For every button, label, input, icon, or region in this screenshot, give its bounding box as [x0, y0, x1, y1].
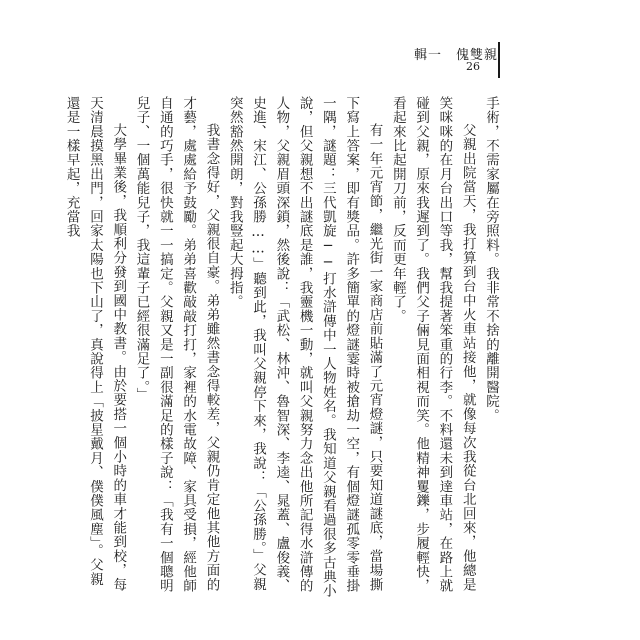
- running-header: 輯一 傀雙親: [414, 48, 499, 63]
- paragraph: 我書念得好，父親很自豪。弟弟雖然書念得較差，父親仍肯定他其他方面的才藝，處處給予鼓勵。弟弟喜歡敲敲打打，家裡的水電故障、家具受損，經他師自通的巧手，很快就一一搞定。父親又是一副很滿足的樣子說：「我有一個聰明兒子、一個萬能兒子，我這輩子已經很滿足了。」: [133, 96, 220, 593]
- paragraph: 大學畢業後，我順利分發到國中教書。由於要搭一個小時的車才能到校，每天清晨摸黑出門，回家太陽也下山了，真說得上「披星戴月、僕僕風塵」。父親還是一樣早起，充當我: [63, 96, 127, 592]
- paragraph: 有一年元宵節，繼光街一家商店前貼滿了元宵燈謎，只要知道謎底，當場撕下寫上答案，即有獎品。許多簡單的燈謎霎時被搶劫一空，有個燈謎孤零零垂掛一隅，謎題：三代凱旋──打水滸傳中一人物姓名。我知道父親看過很多古典小說，但父親想不出謎底是誰，我靈機一動，就叫父親努力念出他所記得水滸傳的人物，父親眉頭深鎖，然後說：「武松、林沖、魯智深、李逵、晁蓋、盧俊義、史進、宋江、公孫勝……」聽到此，我叫父親停下來，我說：「公孫勝。」父親突然豁然開朗，對我豎起大拇指。: [226, 96, 383, 598]
- page-number: 26: [466, 60, 480, 73]
- body-text: [59, 96, 502, 600]
- paragraph: 手術，不需家屬在旁照料。我非常不捨的離開醫院。: [483, 96, 499, 423]
- paragraph: 父親出院當天，我打算到台中火車站接他，就像每次我從台北回來，他總是笑咪咪的在月台出口等我，幫我提著笨重的行李。不料還未到達車站，在路上就碰到父親，原來我遲到了。我們父子倆見面相視而笑。他精神矍鑠，步履輕快，看起來比起開刀前，反而更年輕了。: [389, 96, 476, 593]
- header-divider: [498, 42, 500, 78]
